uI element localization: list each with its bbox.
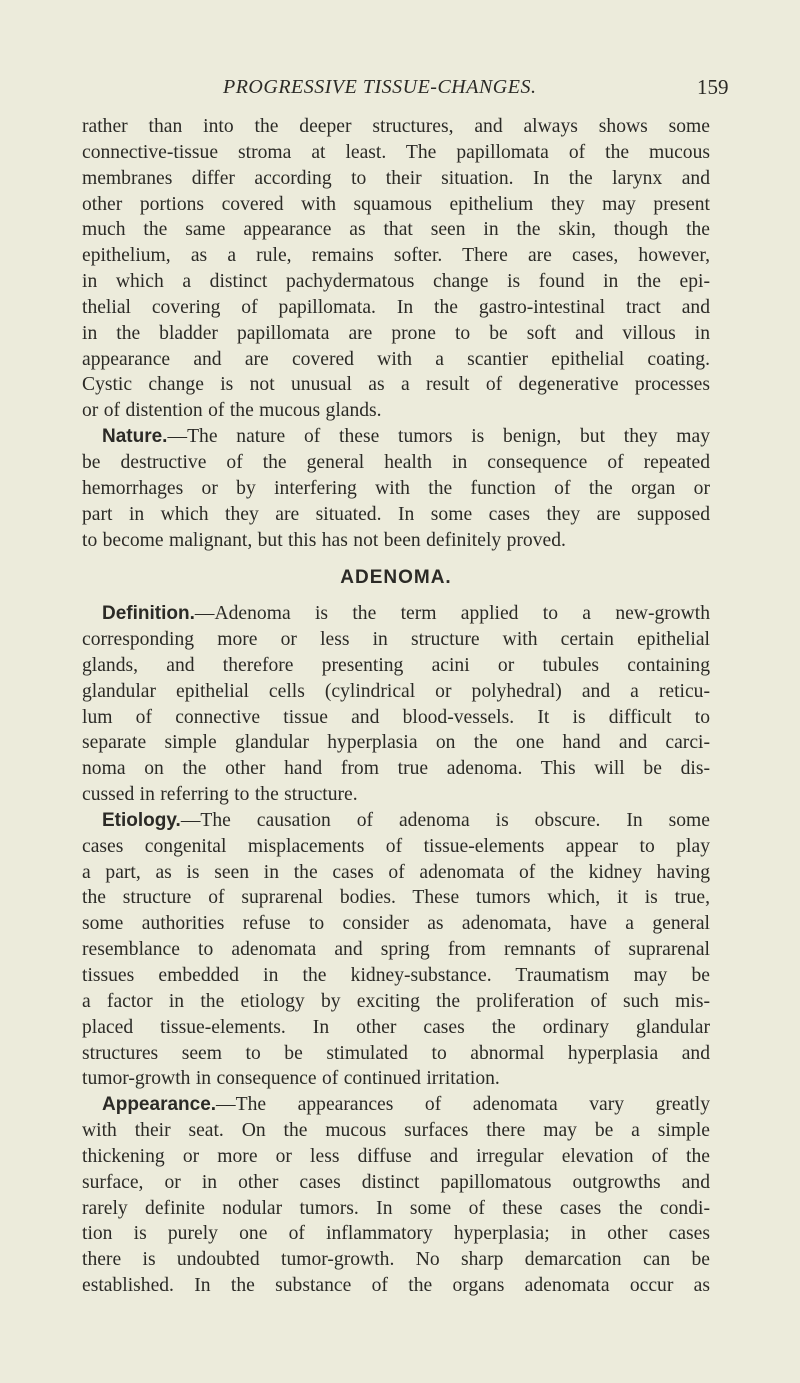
text-line: cussed in referring to the structure.: [82, 784, 358, 806]
text-line: or of distention of the mucous glands.: [82, 400, 382, 422]
definition-heading: Definition.: [102, 603, 195, 625]
text-line: much the same appearance as that seen in the skin, though the: [82, 219, 710, 241]
nature-heading: Nature.: [102, 426, 168, 448]
text-line: tumor-growth in consequence of continued irritation.: [82, 1068, 500, 1090]
nature-first-line: —The nature of these tumors is benign, but they may: [167, 426, 710, 448]
text-line: epithelium, as a rule, remains softer. There are cases, however,: [82, 245, 710, 267]
text-line: there is undoubted tumor-growth. No sharp demarcation can be: [82, 1249, 710, 1271]
text-line: noma on the other hand from true adenoma. This will be dis-: [82, 758, 710, 780]
text-line: part in which they are situated. In some cases they are supposed: [82, 503, 710, 525]
appearance-first-line: —The appearances of adenomata vary greatly: [216, 1094, 710, 1116]
paragraph-definition: [82, 601, 710, 808]
text-line: in the bladder papillomata are prone to be soft and villous in: [82, 322, 710, 344]
text-line: lum of connective tissue and blood-vessels. It is difficult to: [82, 706, 710, 728]
text-line: glands, and therefore presenting acini or tubules containing: [82, 654, 710, 676]
text-line: separate simple glandular hyperplasia on the one hand and carci-: [82, 732, 710, 754]
paragraph-etiology: [82, 808, 710, 1092]
definition-first-line: —Adenoma is the term applied to a new-growth: [194, 603, 710, 625]
paragraph-nature: [82, 424, 710, 553]
text-line: surface, or in other cases distinct papillomatous outgrowths and: [82, 1171, 710, 1193]
text-line: a part, as is seen in the cases of adenomata of the kidney having: [82, 861, 710, 883]
text-line: connective-tissue stroma at least. The papillomata of the mucous: [82, 141, 710, 163]
page-number: 159: [697, 75, 729, 99]
text-line: [82, 808, 710, 834]
text-line: [82, 601, 710, 627]
text-line: rather than into the deeper structures, and always shows some: [82, 116, 710, 137]
appearance-heading: Appearance.: [102, 1094, 217, 1116]
text-line: a factor in the etiology by exciting the proliferation of such mis-: [82, 990, 710, 1012]
running-head: PROGRESSIVE TISSUE-CHANGES.: [223, 76, 537, 98]
text-line: resemblance to adenomata and spring from remnants of suprarenal: [82, 939, 710, 961]
text-line: in which a distinct pachydermatous change is found in the epi-: [82, 271, 710, 293]
text-line: some authorities refuse to consider as adenomata, have a general: [82, 913, 710, 935]
text-line: thelial covering of papillomata. In the gastro-intestinal tract and: [82, 296, 710, 318]
paragraph-papillomata: [82, 114, 710, 424]
text-line: glandular epithelial cells (cylindrical or polyhedral) and a reticu-: [82, 680, 710, 702]
text-line: tissues embedded in the kidney-substance. Traumatism may be: [82, 965, 710, 986]
text-line: placed tissue-elements. In other cases the ordinary glandular: [82, 1016, 710, 1038]
text-line: the structure of suprarenal bodies. These tumors which, it is true,: [82, 887, 710, 909]
body-text: [82, 114, 710, 1299]
text-line: hemorrhages or by interfering with the function of the organ or: [82, 477, 710, 499]
etiology-heading: Etiology.: [102, 809, 181, 831]
text-line: appearance and are covered with a scantier epithelial coating.: [82, 348, 710, 370]
text-line: cases congenital misplacements of tissue-elements appear to play: [82, 835, 710, 857]
text-line: tion is purely one of inflammatory hyperplasia; in other cases: [82, 1223, 710, 1245]
text-line: Cystic change is not unusual as a result of degenerative processes: [82, 374, 710, 396]
text-line: established. In the substance of the organs adenomata occur as: [82, 1275, 710, 1297]
text-line: with their seat. On the mucous surfaces there may be a simple: [82, 1120, 710, 1142]
text-line: structures seem to be stimulated to abnormal hyperplasia and: [82, 1042, 710, 1064]
text-line: rarely definite nodular tumors. In some of these cases the condi-: [82, 1197, 710, 1219]
paragraph-appearance: [82, 1092, 710, 1299]
text-line: [82, 424, 710, 450]
text-line: thickening or more or less diffuse and irregular elevation of the: [82, 1145, 710, 1167]
text-line: be destructive of the general health in consequence of repeated: [82, 451, 710, 473]
section-title: ADENOMA.: [340, 567, 452, 589]
etiology-first-line: —The causation of adenoma is obscure. In some: [180, 809, 710, 831]
text-line: to become malignant, but this has not been definitely proved.: [82, 529, 566, 551]
text-line: [82, 1092, 710, 1118]
text-line: corresponding more or less in structure with certain epithelial: [82, 629, 710, 651]
text-line: membranes differ according to their situation. In the larynx and: [82, 167, 710, 189]
text-line: other portions covered with squamous epithelium they may present: [82, 193, 710, 215]
